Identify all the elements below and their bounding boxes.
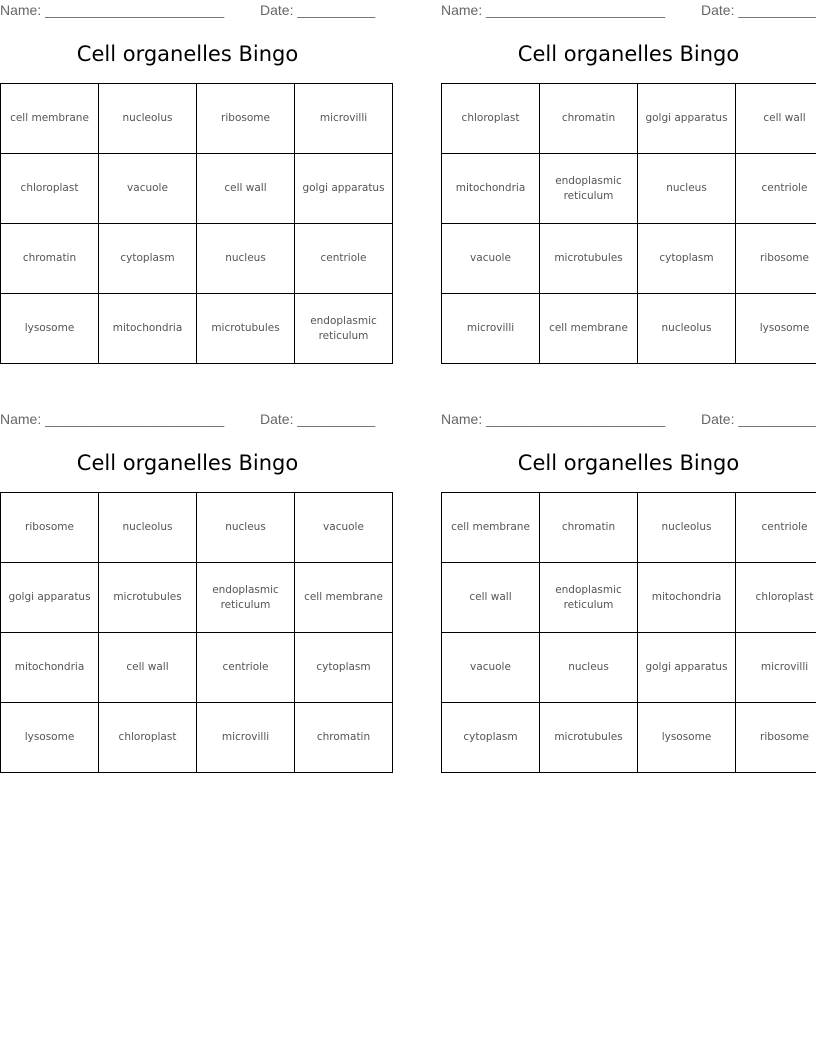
bingo-cell: lysosome [1,703,99,773]
bingo-cell: lysosome [736,294,816,364]
bingo-cell: nucleus [540,633,638,703]
bingo-cell: cytoplasm [99,224,197,294]
bingo-cell: endoplasmic reticulum [295,294,393,364]
bingo-cell: chromatin [295,703,393,773]
card-title: Cell organelles Bingo [517,451,740,475]
bingo-cell: microtubules [540,224,638,294]
bingo-cell: golgi apparatus [638,633,736,703]
grid-row [1,563,393,633]
bingo-cell: cell wall [442,563,540,633]
bingo-cell: mitochondria [442,154,540,224]
grid-row [1,154,393,224]
bingo-cell: golgi apparatus [638,84,736,154]
card-header [441,409,816,431]
bingo-cell: cytoplasm [295,633,393,703]
card-title: Cell organelles Bingo [76,42,299,66]
grid-row [442,224,816,294]
grid-row [1,294,393,364]
bingo-cell: cell wall [99,633,197,703]
bingo-cell: centriole [736,493,816,563]
bingo-cell: centriole [736,154,816,224]
bingo-cell: ribosome [736,224,816,294]
bingo-grid [441,83,816,364]
bingo-cell: mitochondria [638,563,736,633]
bingo-card-1 [0,0,385,342]
bingo-cell: chromatin [540,84,638,154]
bingo-card-3 [0,409,383,743]
bingo-cell: nucleus [197,224,295,294]
bingo-cell: cell membrane [295,563,393,633]
grid-row [442,703,816,773]
bingo-grid [0,492,393,773]
date-field: Date: __________ [701,2,816,18]
bingo-cell: endoplasmic reticulum [540,563,638,633]
bingo-cell: golgi apparatus [1,563,99,633]
date-field: Date: __________ [701,411,816,427]
bingo-cell: nucleolus [99,493,197,563]
bingo-cell: microtubules [99,563,197,633]
bingo-cell: cell membrane [442,493,540,563]
bingo-cell: microvilli [197,703,295,773]
bingo-cell: vacuole [295,493,393,563]
bingo-cell: ribosome [1,493,99,563]
grid-row [442,294,816,364]
bingo-cell: lysosome [1,294,99,364]
grid-row [442,563,816,633]
bingo-cell: cytoplasm [638,224,736,294]
bingo-cell: microvilli [736,633,816,703]
bingo-cell: chloroplast [736,563,816,633]
bingo-cell: cytoplasm [442,703,540,773]
bingo-cell: vacuole [442,224,540,294]
bingo-cell: lysosome [638,703,736,773]
bingo-cell: mitochondria [99,294,197,364]
bingo-cell: microvilli [295,84,393,154]
bingo-card-2 [441,0,816,334]
bingo-cell: vacuole [99,154,197,224]
bingo-cell: ribosome [197,84,295,154]
grid-row [1,633,393,703]
name-field: Name: _______________________ [441,411,666,427]
bingo-cell: endoplasmic reticulum [540,154,638,224]
card-header [0,0,375,22]
bingo-cell: chromatin [1,224,99,294]
grid-row [442,493,816,563]
bingo-cell: nucleolus [638,294,736,364]
bingo-cell: endoplasmic reticulum [197,563,295,633]
grid-row [442,154,816,224]
bingo-cell: mitochondria [1,633,99,703]
grid-row [442,84,816,154]
grid-row [1,84,393,154]
bingo-cell: cell wall [197,154,295,224]
card-header [441,0,816,22]
bingo-cell: chloroplast [442,84,540,154]
grid-row [442,633,816,703]
bingo-card-4 [441,409,816,743]
bingo-cell: microtubules [197,294,295,364]
card-header [0,409,375,431]
bingo-cell: nucleolus [99,84,197,154]
name-field: Name: _______________________ [0,411,225,427]
bingo-cell: microtubules [540,703,638,773]
grid-row [1,703,393,773]
bingo-cell: nucleus [638,154,736,224]
card-title: Cell organelles Bingo [76,451,299,475]
bingo-cell: cell membrane [1,84,99,154]
bingo-cell: centriole [197,633,295,703]
card-title: Cell organelles Bingo [517,42,740,66]
name-field: Name: _______________________ [0,2,225,18]
date-field: Date: __________ [260,411,376,427]
bingo-cell: chromatin [540,493,638,563]
bingo-grid [441,492,816,773]
grid-row [1,493,393,563]
bingo-cell: centriole [295,224,393,294]
bingo-cell: golgi apparatus [295,154,393,224]
name-field: Name: _______________________ [441,2,666,18]
bingo-cell: cell membrane [540,294,638,364]
bingo-cell: nucleolus [638,493,736,563]
bingo-grid [0,83,393,364]
bingo-cell: ribosome [736,703,816,773]
bingo-cell: cell wall [736,84,816,154]
bingo-cell: chloroplast [1,154,99,224]
date-field: Date: __________ [260,2,376,18]
bingo-cell: vacuole [442,633,540,703]
bingo-cell: microvilli [442,294,540,364]
bingo-cell: chloroplast [99,703,197,773]
grid-row [1,224,393,294]
bingo-cell: nucleus [197,493,295,563]
